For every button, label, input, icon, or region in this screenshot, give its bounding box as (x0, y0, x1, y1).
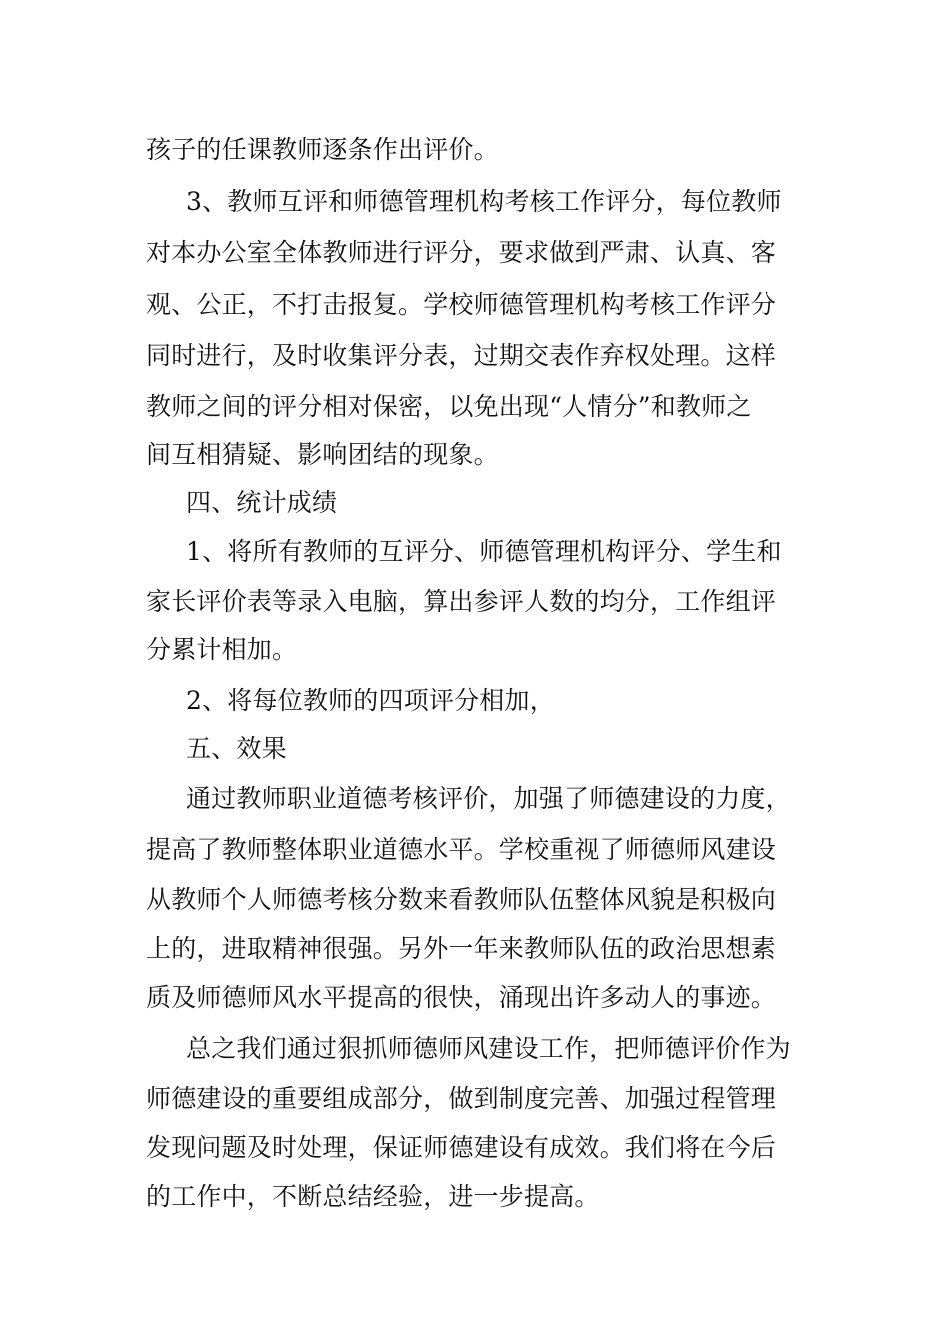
text-line: 3、教师互评和师德管理机构考核工作评分，每位教师 (186, 187, 782, 216)
text-line: 对本办公室全体教师进行评分，要求做到严肃、认真、客 (146, 238, 777, 267)
text-line: 发现问题及时处理，保证师德建设有成效。我们将在今后 (146, 1133, 777, 1162)
text-line: 的工作中，不断总结经验，进一步提高。 (146, 1182, 600, 1211)
text-line: 质及师德师风水平提高的很快，涌现出许多动人的事迹。 (146, 983, 777, 1012)
text-line: 间互相猜疑、影响团结的现象。 (146, 440, 499, 469)
text-line: 1、将所有教师的互评分、师德管理机构评分、学生和 (186, 537, 782, 566)
text-line: 家长评价表等录入电脑，算出参评人数的均分，工作组评 (146, 587, 777, 616)
text-line: 提高了教师整体职业道德水平。学校重视了师德师风建设 (146, 835, 777, 864)
text-line: 从教师个人师德考核分数来看教师队伍整体风貌是积极向 (146, 885, 777, 914)
text-line: 分累计相加。 (146, 635, 298, 664)
text-line: 同时进行，及时收集评分表，过期交表作弃权处理。这样 (146, 341, 777, 370)
text-line: 2、将每位教师的四项评分相加， (186, 686, 555, 715)
text-line: 师德建设的重要组成部分，做到制度完善、加强过程管理 (146, 1084, 777, 1113)
text-line: 通过教师职业道德考核评价，加强了师德建设的力度， (186, 784, 791, 813)
text-line: 总之我们通过狠抓师德师风建设工作，把师德评价作为 (186, 1034, 791, 1063)
section-heading: 四、统计成绩 (186, 488, 338, 517)
text-line: 孩子的任课教师逐条作出评价。 (146, 135, 499, 164)
text-line: 上的，进取精神很强。另外一年来教师队伍的政治思想素 (146, 934, 777, 963)
text-line: 观、公正，不打击报复。学校师德管理机构考核工作评分 (146, 290, 777, 319)
text-line: 教师之间的评分相对保密，以免出现“人情分”和教师之 (146, 392, 752, 421)
section-heading: 五、效果 (186, 734, 287, 763)
